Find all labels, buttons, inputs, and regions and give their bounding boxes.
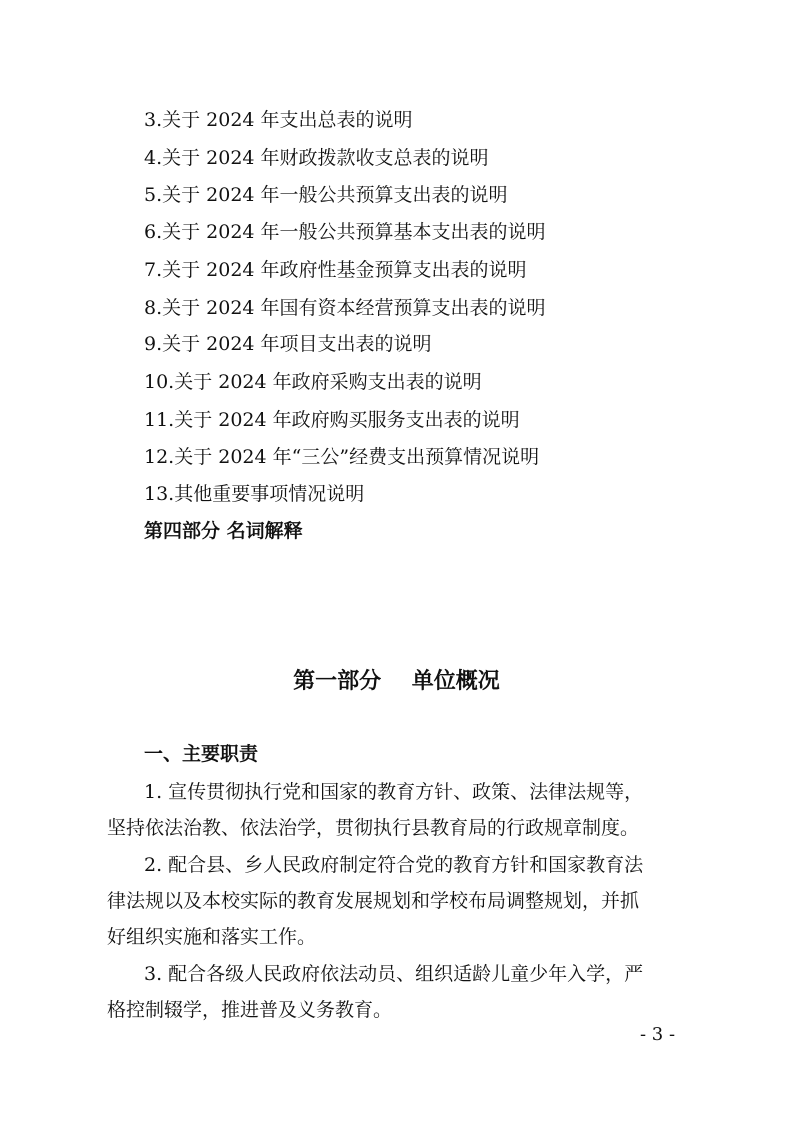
toc-item: 6.关于 2024 年一般公共预算基本支出表的说明 [144, 221, 546, 243]
section-heading: 一、主要职责 [144, 743, 259, 765]
page-number: - 3 - [640, 1024, 676, 1045]
body-line: 1. 宣传贯彻执行党和国家的教育方针、政策、法律法规等， [144, 781, 644, 803]
body-line: 好组织实施和落实工作。 [107, 926, 317, 948]
toc-item: 5.关于 2024 年一般公共预算支出表的说明 [144, 184, 508, 206]
toc-item: 8.关于 2024 年国有资本经营预算支出表的说明 [144, 297, 546, 319]
body-line: 2. 配合县、乡人民政府制定符合党的教育方针和国家教育法 [144, 854, 644, 876]
part-title: 第一部分 单位概况 [293, 669, 500, 694]
body-line: 坚持依法治教、依法治学，贯彻执行县教育局的行政规章制度。 [107, 817, 640, 839]
toc-item: 10.关于 2024 年政府采购支出表的说明 [144, 371, 482, 393]
toc-item: 4.关于 2024 年财政拨款收支总表的说明 [144, 147, 489, 169]
toc-item: 7.关于 2024 年政府性基金预算支出表的说明 [144, 259, 527, 281]
toc-item: 3.关于 2024 年支出总表的说明 [144, 109, 413, 131]
body-line: 格控制辍学，推进普及义务教育。 [107, 999, 393, 1021]
body-line: 3. 配合各级人民政府依法动员、组织适龄儿童少年入学，严 [144, 963, 644, 985]
body-line: 律法规以及本校实际的教育发展规划和学校布局调整规划，并抓 [107, 890, 640, 912]
toc-item: 13.其他重要事项情况说明 [144, 483, 365, 505]
toc-item: 11.关于 2024 年政府购买服务支出表的说明 [144, 409, 520, 431]
toc-item: 12.关于 2024 年“三公”经费支出预算情况说明 [144, 446, 540, 468]
toc-part4-heading: 第四部分 名词解释 [144, 520, 303, 542]
toc-item: 9.关于 2024 年项目支出表的说明 [144, 333, 432, 355]
